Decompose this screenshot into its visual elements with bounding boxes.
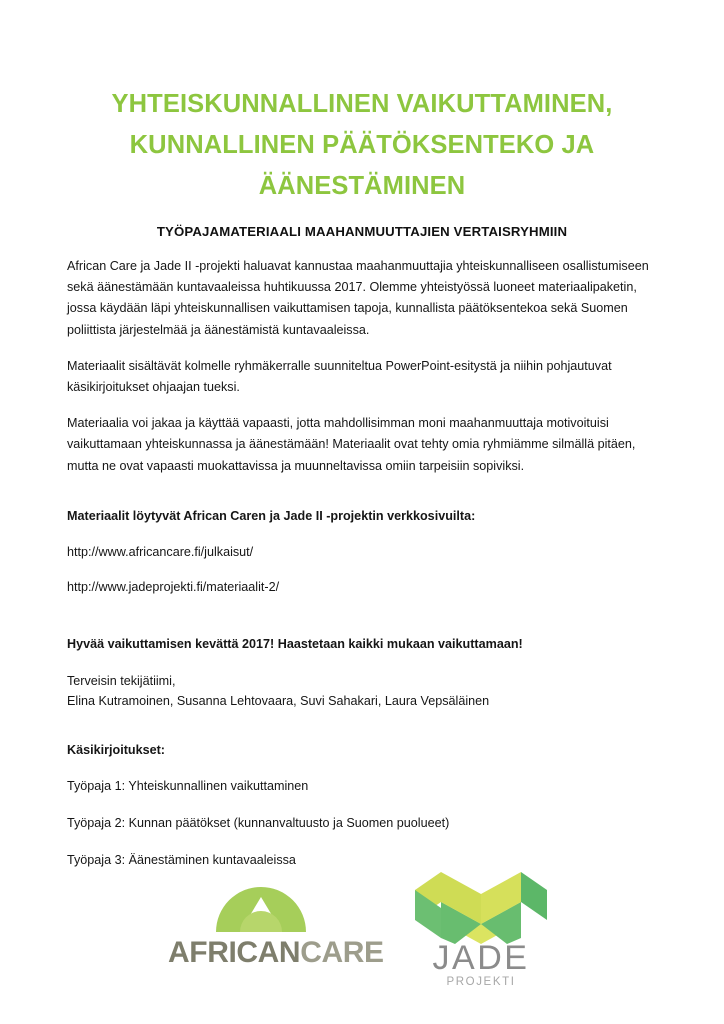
scripts-heading: Käsikirjoitukset: bbox=[67, 742, 165, 757]
document-body bbox=[67, 256, 657, 887]
jade-chevron-icon bbox=[415, 872, 547, 944]
page-title-line-3: ÄÄNESTÄMINEN bbox=[258, 172, 466, 200]
page-title-line-1: YHTEISKUNNALLINEN VAIKUTTAMINEN, bbox=[111, 90, 613, 118]
sharing-paragraph: Materiaalia voi jakaa ja käyttää vapaasti, jotta mahdollisimman moni maahanmuuttaja motivoituisi vaikuttamaan yhteiskunnassa ja äänestämään! Materiaalit ovat tehty omia ryhmiämme silmällä pitäen, mutta ne ovat vapaasti muokattavissa ja muunneltavissa omiin tarpeisiin sopiviksi. bbox=[67, 416, 636, 473]
jade-logo bbox=[396, 868, 566, 998]
page-subtitle: TYÖPAJAMATERIAALI MAAHANMUUTTAJIEN VERTAISRYHMIIN bbox=[156, 224, 568, 239]
page-title bbox=[62, 84, 662, 207]
africancare-word-part-2: CARE bbox=[300, 936, 384, 969]
workshop-item-1: Työpaja 1: Yhteiskunnallinen vaikuttaminen bbox=[67, 778, 309, 793]
logo-row bbox=[0, 868, 724, 998]
africancare-arch-icon bbox=[216, 886, 306, 932]
spacer bbox=[67, 612, 657, 634]
africancare-logo bbox=[168, 886, 384, 986]
links-heading: Materiaalit löytyvät African Caren ja Jade II -projektin verkkosivuilta: bbox=[67, 508, 476, 523]
materials-paragraph: Materiaalit sisältävät kolmelle ryhmäkerralle suunniteltua PowerPoint-esitystä ja niihin pohjautuvat käsikirjoitukset ohjaajan tueksi. bbox=[67, 358, 612, 395]
jade-subwordmark: PROJEKTI bbox=[446, 976, 516, 988]
spacer bbox=[67, 733, 657, 740]
spacer bbox=[67, 711, 657, 733]
spacer bbox=[67, 492, 657, 506]
link-jadeprojekti[interactable]: http://www.jadeprojekti.fi/materiaalit-2/ bbox=[67, 580, 280, 595]
workshop-item-2: Työpaja 2: Kunnan päätökset (kunnanvaltuusto ja Suomen puolueet) bbox=[67, 816, 450, 831]
signature-line-2: Elina Kutramoinen, Susanna Lehtovaara, Suvi Sahakari, Laura Vepsäläinen bbox=[67, 693, 490, 708]
africancare-wordmark bbox=[168, 936, 384, 969]
closing-heading: Hyvää vaikuttamisen kevättä 2017! Haastetaan kaikki mukaan vaikuttamaan! bbox=[67, 637, 523, 652]
signature-line-1: Terveisin tekijätiimi, bbox=[67, 673, 176, 688]
africancare-word-part-1: AFRICAN bbox=[168, 936, 301, 969]
link-africancare[interactable]: http://www.africancare.fi/julkaisut/ bbox=[67, 545, 254, 560]
intro-paragraph: African Care ja Jade II -projekti haluavat kannustaa maahanmuuttajia yhteiskunnalliseen osallistumiseen sekä äänestämään kuntavaaleissa huhtikuussa 2017. Olemme yhteistyössä luoneet materiaalipaketin, jossa käydään läpi yhteiskunnallisen vaikuttamisen tapoja, kunnallista päätöksentekoa sekä Suomen poliittista järjestelmää ja äänestämistä kuntavaaleissa. bbox=[67, 259, 649, 337]
page-title-line-2: KUNNALLINEN PÄÄTÖKSENTEKO JA bbox=[129, 131, 595, 159]
jade-wordmark: JADE bbox=[432, 939, 530, 977]
workshop-item-3: Työpaja 3: Äänestäminen kuntavaaleissa bbox=[67, 853, 296, 868]
